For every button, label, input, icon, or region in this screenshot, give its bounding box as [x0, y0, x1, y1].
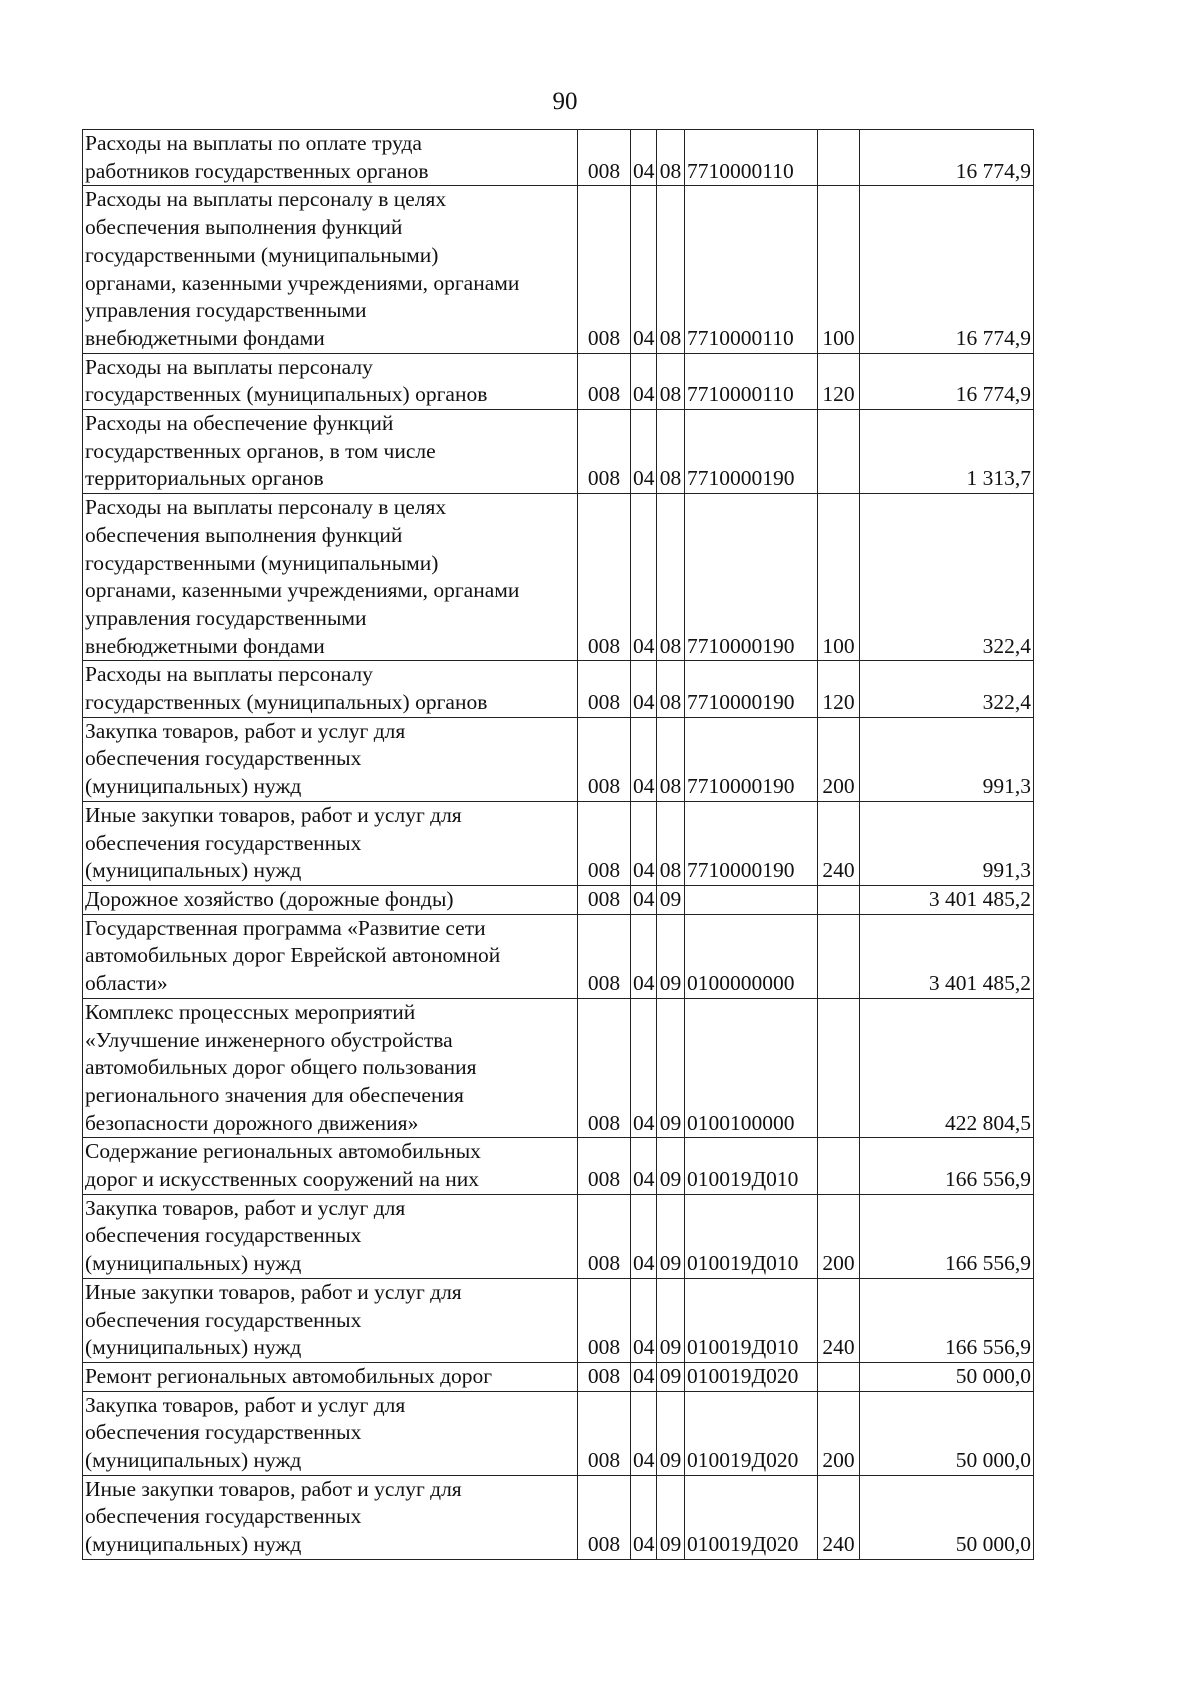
subsection-code-cell	[657, 1362, 685, 1391]
section-code-cell	[631, 717, 657, 801]
amount: 1 313,7	[966, 466, 1031, 491]
expense-type-code-cell	[818, 1391, 860, 1475]
table-row	[83, 130, 1034, 186]
target-article-code-cell	[685, 885, 818, 914]
expense-type-code: 200	[822, 1448, 855, 1473]
row-name-cell	[83, 1391, 578, 1475]
table-row	[83, 717, 1034, 801]
ministry-code-cell	[578, 1362, 631, 1391]
section-code-cell	[631, 1475, 657, 1559]
subsection-code: 09	[659, 1167, 682, 1192]
section-code: 04	[633, 1532, 655, 1557]
amount: 322,4	[982, 690, 1031, 715]
amount-cell	[860, 1138, 1034, 1194]
expense-type-code-cell	[818, 494, 860, 661]
ministry-code: 008	[587, 466, 621, 491]
target-article-code-cell	[685, 410, 818, 494]
table-body	[83, 130, 1034, 1560]
row-name-cell	[83, 1278, 578, 1362]
ministry-code-cell	[578, 186, 631, 353]
section-code: 04	[633, 1335, 655, 1360]
expense-type-code-cell	[818, 998, 860, 1138]
subsection-code-cell	[657, 914, 685, 998]
ministry-code-cell	[578, 1278, 631, 1362]
target-article-code-cell	[685, 914, 818, 998]
expense-type-code-cell	[818, 410, 860, 494]
subsection-code: 09	[659, 1251, 682, 1276]
section-code-cell	[631, 885, 657, 914]
target-article-code-cell	[685, 186, 818, 353]
row-name-cell	[83, 494, 578, 661]
section-code: 04	[633, 690, 655, 715]
ministry-code: 008	[587, 158, 621, 183]
table-row	[83, 998, 1034, 1138]
amount-cell	[860, 130, 1034, 186]
target-article-code: 7710000190	[687, 690, 795, 715]
table-row	[83, 1194, 1034, 1278]
row-name: Дорожное хозяйство (дорожные фонды)	[85, 886, 454, 911]
section-code-cell	[631, 410, 657, 494]
subsection-code-cell	[657, 186, 685, 353]
row-name: Расходы на выплаты персоналу в целях обеспечения выполнения функций государственными (муниципальными) органами, казенными учреждениями, органами управления государственными внебюджетными фондами	[85, 495, 520, 658]
subsection-code: 08	[659, 858, 682, 883]
amount: 50 000,0	[955, 1532, 1031, 1557]
expense-type-code: 240	[822, 1532, 855, 1557]
row-name: Расходы на обеспечение функций государственных органов, в том числе территориальных органов	[85, 411, 436, 491]
expense-type-code: 120	[822, 690, 855, 715]
row-name-cell	[83, 914, 578, 998]
ministry-code: 008	[587, 886, 621, 911]
expense-type-code-cell	[818, 885, 860, 914]
row-name: Ремонт региональных автомобильных дорог	[85, 1363, 493, 1388]
subsection-code: 09	[659, 971, 682, 996]
expense-type-code: 240	[822, 1335, 855, 1360]
target-article-code: 010019Д010	[687, 1251, 799, 1276]
ministry-code-cell	[578, 494, 631, 661]
section-code-cell	[631, 1138, 657, 1194]
target-article-code: 010019Д020	[687, 1363, 799, 1388]
target-article-code: 7710000110	[687, 158, 794, 183]
expense-type-code: 200	[822, 1251, 855, 1276]
row-name-cell	[83, 1362, 578, 1391]
ministry-code-cell	[578, 130, 631, 186]
target-article-code-cell	[685, 1391, 818, 1475]
row-name-cell	[83, 353, 578, 409]
table-row	[83, 914, 1034, 998]
ministry-code-cell	[578, 661, 631, 717]
ministry-code-cell	[578, 998, 631, 1138]
subsection-code-cell	[657, 1278, 685, 1362]
amount-cell	[860, 998, 1034, 1138]
table-row	[83, 801, 1034, 885]
ministry-code: 008	[587, 1448, 621, 1473]
amount: 16 774,9	[955, 158, 1031, 183]
subsection-code: 08	[659, 633, 682, 658]
amount: 166 556,9	[945, 1251, 1031, 1276]
ministry-code: 008	[587, 325, 621, 350]
row-name: Расходы на выплаты персоналу государственных (муниципальных) органов	[85, 354, 488, 407]
row-name: Расходы на выплаты персоналу государственных (муниципальных) органов	[85, 662, 488, 715]
amount-cell	[860, 494, 1034, 661]
amount-cell	[860, 1362, 1034, 1391]
row-name-cell	[83, 717, 578, 801]
target-article-code: 7710000190	[687, 466, 795, 491]
row-name: Иные закупки товаров, работ и услуг для обеспечения государственных (муниципальных) нужд	[85, 802, 462, 883]
section-code: 04	[633, 1251, 655, 1276]
subsection-code: 09	[659, 1363, 682, 1388]
target-article-code: 0100000000	[687, 971, 795, 996]
row-name-cell	[83, 1138, 578, 1194]
row-name-cell	[83, 1194, 578, 1278]
section-code: 04	[633, 633, 655, 658]
target-article-code-cell	[685, 661, 818, 717]
section-code-cell	[631, 914, 657, 998]
subsection-code: 09	[659, 1532, 682, 1557]
row-name: Комплекс процессных мероприятий «Улучшение инженерного обустройства автомобильных дорог общего пользования регионального значения для обеспечения безопасности дорожного движения»	[85, 999, 477, 1135]
target-article-code: 7710000190	[687, 633, 795, 658]
amount: 166 556,9	[945, 1335, 1031, 1360]
amount: 3 401 485,2	[928, 971, 1031, 996]
section-code: 04	[633, 886, 655, 911]
expense-type-code-cell	[818, 1194, 860, 1278]
row-name: Расходы на выплаты по оплате труда работников государственных органов	[85, 131, 429, 183]
expense-type-code: 120	[822, 382, 855, 407]
row-name-cell	[83, 130, 578, 186]
amount-cell	[860, 353, 1034, 409]
amount-cell	[860, 186, 1034, 353]
table-row	[83, 353, 1034, 409]
subsection-code-cell	[657, 353, 685, 409]
subsection-code-cell	[657, 661, 685, 717]
section-code: 04	[633, 1363, 655, 1388]
table-row	[83, 410, 1034, 494]
target-article-code: 7710000110	[687, 325, 794, 350]
section-code-cell	[631, 1362, 657, 1391]
amount: 422 804,5	[945, 1110, 1031, 1135]
subsection-code: 08	[659, 774, 682, 799]
subsection-code: 08	[659, 466, 682, 491]
table-row	[83, 1362, 1034, 1391]
expense-type-code-cell	[818, 353, 860, 409]
page-number: 90	[552, 88, 578, 115]
target-article-code: 7710000190	[687, 858, 795, 883]
target-article-code-cell	[685, 1475, 818, 1559]
ministry-code-cell	[578, 885, 631, 914]
amount-cell	[860, 914, 1034, 998]
ministry-code-cell	[578, 1138, 631, 1194]
amount-cell	[860, 1194, 1034, 1278]
ministry-code: 008	[587, 382, 621, 407]
section-code-cell	[631, 1278, 657, 1362]
ministry-code-cell	[578, 410, 631, 494]
subsection-code: 09	[659, 886, 682, 911]
row-name: Расходы на выплаты персоналу в целях обеспечения выполнения функций государственными (муниципальными) органами, казенными учреждениями, органами управления государственными внебюджетными фондами	[85, 187, 520, 350]
ministry-code: 008	[587, 971, 621, 996]
subsection-code-cell	[657, 717, 685, 801]
amount-cell	[860, 661, 1034, 717]
subsection-code-cell	[657, 494, 685, 661]
section-code-cell	[631, 130, 657, 186]
ministry-code: 008	[587, 1251, 621, 1276]
amount-cell	[860, 885, 1034, 914]
expense-type-code-cell	[818, 1475, 860, 1559]
ministry-code: 008	[587, 1532, 621, 1557]
subsection-code-cell	[657, 410, 685, 494]
subsection-code-cell	[657, 1138, 685, 1194]
expense-type-code-cell	[818, 914, 860, 998]
subsection-code: 08	[659, 382, 682, 407]
section-code-cell	[631, 661, 657, 717]
row-name: Содержание региональных автомобильных дорог и искусственных сооружений на них	[85, 1139, 481, 1192]
expense-type-code-cell	[818, 717, 860, 801]
row-name-cell	[83, 885, 578, 914]
section-code: 04	[633, 971, 655, 996]
row-name-cell	[83, 801, 578, 885]
section-code: 04	[633, 158, 655, 183]
ministry-code: 008	[587, 633, 621, 658]
target-article-code: 7710000110	[687, 382, 794, 407]
section-code-cell	[631, 998, 657, 1138]
row-name: Иные закупки товаров, работ и услуг для обеспечения государственных (муниципальных) нужд	[85, 1279, 462, 1360]
section-code: 04	[633, 1110, 655, 1135]
amount-cell	[860, 801, 1034, 885]
expense-type-code-cell	[818, 1362, 860, 1391]
target-article-code-cell	[685, 1194, 818, 1278]
table-row	[83, 1138, 1034, 1194]
table-row	[83, 494, 1034, 661]
expense-type-code-cell	[818, 661, 860, 717]
expense-type-code-cell	[818, 130, 860, 186]
amount: 322,4	[982, 633, 1031, 658]
row-name: Закупка товаров, работ и услуг для обеспечения государственных (муниципальных) нужд	[85, 718, 406, 799]
expense-type-code-cell	[818, 186, 860, 353]
ministry-code: 008	[587, 1167, 621, 1192]
ministry-code: 008	[587, 1110, 621, 1135]
subsection-code: 08	[659, 690, 682, 715]
ministry-code-cell	[578, 801, 631, 885]
subsection-code-cell	[657, 998, 685, 1138]
section-code: 04	[633, 382, 655, 407]
expense-type-code-cell	[818, 1278, 860, 1362]
subsection-code: 08	[659, 158, 682, 183]
section-code: 04	[633, 774, 655, 799]
expense-type-code: 240	[822, 858, 855, 883]
ministry-code-cell	[578, 717, 631, 801]
target-article-code-cell	[685, 130, 818, 186]
target-article-code-cell	[685, 1278, 818, 1362]
ministry-code: 008	[587, 1335, 621, 1360]
amount-cell	[860, 1278, 1034, 1362]
target-article-code-cell	[685, 494, 818, 661]
target-article-code-cell	[685, 1138, 818, 1194]
amount: 991,3	[982, 858, 1031, 883]
section-code: 04	[633, 325, 655, 350]
target-article-code: 7710000190	[687, 774, 795, 799]
amount: 16 774,9	[955, 325, 1031, 350]
target-article-code-cell	[685, 998, 818, 1138]
table-row	[83, 1278, 1034, 1362]
target-article-code: 010019Д010	[687, 1167, 799, 1192]
section-code-cell	[631, 801, 657, 885]
ministry-code-cell	[578, 1391, 631, 1475]
target-article-code: 010019Д020	[687, 1448, 799, 1473]
ministry-code-cell	[578, 1194, 631, 1278]
section-code: 04	[633, 1448, 655, 1473]
target-article-code: 010019Д020	[687, 1532, 799, 1557]
ministry-code: 008	[587, 690, 621, 715]
table-row	[83, 1391, 1034, 1475]
amount-cell	[860, 717, 1034, 801]
row-name: Закупка товаров, работ и услуг для обеспечения государственных (муниципальных) нужд	[85, 1195, 406, 1276]
table-row	[83, 1475, 1034, 1559]
row-name: Закупка товаров, работ и услуг для обеспечения государственных (муниципальных) нужд	[85, 1392, 406, 1473]
section-code-cell	[631, 186, 657, 353]
amount: 166 556,9	[945, 1167, 1031, 1192]
target-article-code-cell	[685, 1362, 818, 1391]
expense-type-code: 100	[822, 633, 855, 658]
row-name: Иные закупки товаров, работ и услуг для обеспечения государственных (муниципальных) нужд	[85, 1476, 462, 1557]
table-row	[83, 661, 1034, 717]
subsection-code-cell	[657, 801, 685, 885]
amount-cell	[860, 1475, 1034, 1559]
row-name-cell	[83, 410, 578, 494]
expense-type-code: 200	[822, 774, 855, 799]
ministry-code-cell	[578, 1475, 631, 1559]
target-article-code-cell	[685, 353, 818, 409]
subsection-code-cell	[657, 1194, 685, 1278]
section-code: 04	[633, 1167, 655, 1192]
subsection-code-cell	[657, 1391, 685, 1475]
ministry-code: 008	[587, 858, 621, 883]
subsection-code-cell	[657, 130, 685, 186]
target-article-code-cell	[685, 801, 818, 885]
amount-cell	[860, 1391, 1034, 1475]
subsection-code-cell	[657, 1475, 685, 1559]
row-name-cell	[83, 1475, 578, 1559]
subsection-code: 09	[659, 1448, 682, 1473]
table-row	[83, 186, 1034, 353]
budget-table	[82, 129, 1034, 1560]
subsection-code: 08	[659, 325, 682, 350]
section-code-cell	[631, 1194, 657, 1278]
subsection-code: 09	[659, 1335, 682, 1360]
expense-type-code: 100	[822, 325, 855, 350]
subsection-code-cell	[657, 885, 685, 914]
row-name: Государственная программа «Развитие сети автомобильных дорог Еврейской автономной области»	[85, 915, 501, 996]
ministry-code: 008	[587, 774, 621, 799]
subsection-code: 09	[659, 1110, 682, 1135]
ministry-code-cell	[578, 353, 631, 409]
target-article-code-cell	[685, 717, 818, 801]
ministry-code-cell	[578, 914, 631, 998]
amount: 3 401 485,2	[928, 886, 1031, 911]
table-row	[83, 885, 1034, 914]
target-article-code: 010019Д010	[687, 1335, 799, 1360]
section-code-cell	[631, 494, 657, 661]
amount: 50 000,0	[955, 1363, 1031, 1388]
amount: 16 774,9	[955, 382, 1031, 407]
amount: 991,3	[982, 774, 1031, 799]
row-name-cell	[83, 661, 578, 717]
expense-type-code-cell	[818, 1138, 860, 1194]
amount: 50 000,0	[955, 1448, 1031, 1473]
section-code-cell	[631, 1391, 657, 1475]
expense-type-code-cell	[818, 801, 860, 885]
ministry-code: 008	[587, 1363, 621, 1388]
row-name-cell	[83, 998, 578, 1138]
amount-cell	[860, 410, 1034, 494]
section-code: 04	[633, 858, 655, 883]
section-code-cell	[631, 353, 657, 409]
target-article-code: 0100100000	[687, 1110, 795, 1135]
section-code: 04	[633, 466, 655, 491]
row-name-cell	[83, 186, 578, 353]
